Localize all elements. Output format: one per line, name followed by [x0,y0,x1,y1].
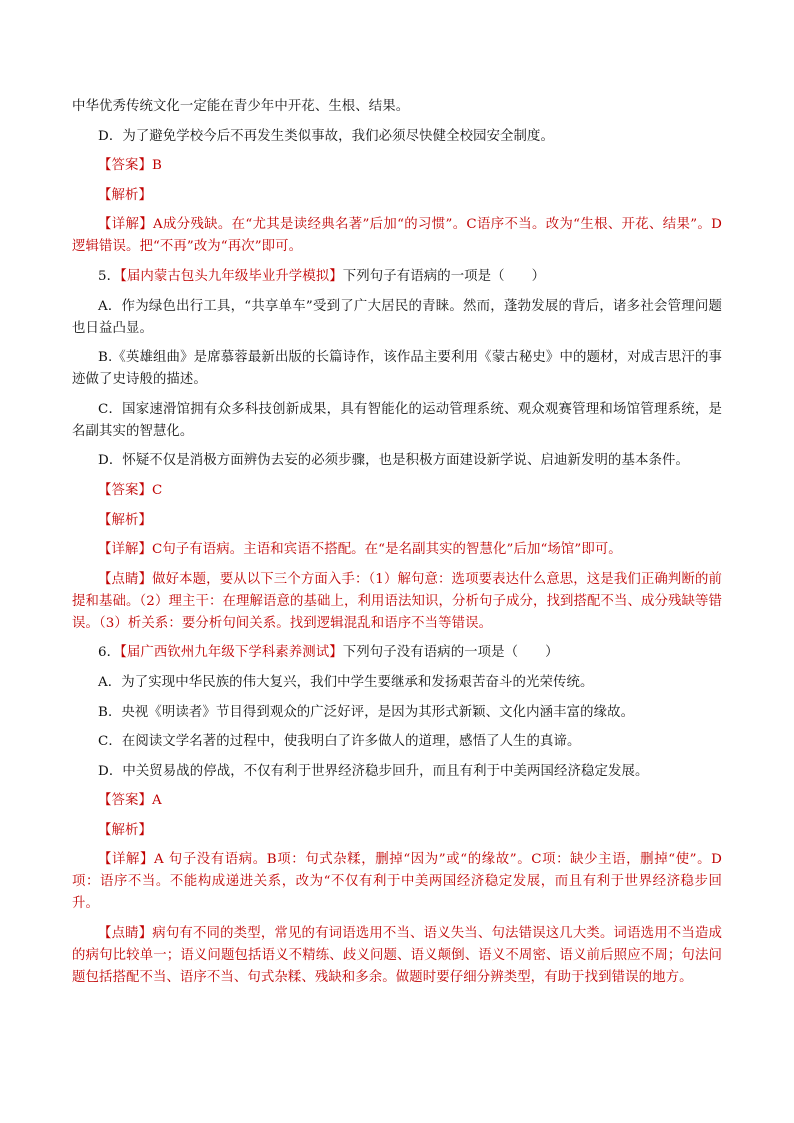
answer-tag: 【答案】 [98,482,152,498]
text-span: B.《英雄组曲》是席慕蓉最新出版的长篇诗作，该作品主要利用《蒙古秘史》中的题材，对成吉思汗的事迹做了史诗般的描述。 [72,350,722,388]
answer-tag: 【答案】 [98,158,152,174]
option-a [72,672,722,694]
text-span: D．中关贸易战的停战，不仅有利于世界经济稳步回升，而且有利于中美两国经济稳定发展。 [98,763,649,779]
tip-text: 做好本题，要从以下三个方面入手：（1）解句意：选项要表达什么意思，这是我们正确判断的前提和基础。（2）理主干：在理解语意的基础上，利用语法知识，分析句子成分，找到搭配不当、成分残缺等错误。（3）析关系：要分析句间关系。找到逻辑混乱和语序不当等错误。 [72,571,722,631]
analysis-line [72,510,722,532]
tip-tag: 【点睛】 [98,926,153,942]
option-a [72,296,722,340]
question-6 [72,642,722,664]
detail-line [72,539,722,561]
text-span: A．作为绿色出行工具，“共享单车”受到了广大居民的青睐。然而，蓬勃发展的背后，诸多社会管理问题也日益凸显。 [72,298,722,336]
analysis-line [72,185,722,207]
question-source: 【届广西钦州九年级下学科素养测试】 [120,645,343,661]
question-stem: 下列句子没有语病的一项是（ ） [342,645,559,661]
analysis-line [72,820,722,842]
answer-value: C [151,482,163,498]
option-b [72,347,722,391]
analysis-tag: 【解析】 [98,187,152,203]
option-d [72,126,722,148]
option-c [72,399,722,443]
analysis-tag: 【解析】 [98,512,152,528]
detail-line [72,849,722,915]
question-number: 6． [98,645,121,661]
answer-value: A [151,793,162,809]
detail-tag: 【详解】 [98,542,152,558]
analysis-tag: 【解析】 [98,822,152,838]
question-5 [72,266,722,288]
text-span: D．怀疑不仅是消极方面辨伪去妄的必须步骤，也是积极方面建设新学说、启迪新发明的基本条件。 [98,453,689,469]
detail-tag: 【详解】 [98,217,153,233]
answer-value: B [151,158,162,174]
detail-text: A成分残缺。在“尤其是读经典名著”后加“的习惯”。C语序不当。改为“生根、开花、结果”。D逻辑错误。把“不再”改为“再次”即可。 [72,217,722,255]
option-d [72,761,722,783]
text-span: C．在阅读文学名著的过程中，使我明白了许多做人的道理，感悟了人生的真谛。 [98,734,581,750]
text-span: C．国家速滑馆拥有众多科技创新成果，具有智能化的运动管理系统、观众观赛管理和场馆管理系统，是名副其实的智慧化。 [72,401,722,439]
tip-tag: 【点睛】 [98,571,153,587]
option-c [72,731,722,753]
text-span: B．央视《明读者》节目得到观众的广泛好评，是因为其形式新颖、文化内涵丰富的缘故。 [98,704,635,720]
text-line [72,96,722,118]
detail-text: A 句子没有语病。B项：句式杂糅，删掉“因为”或“的缘故”。C项：缺少主语，删掉“使”。D项：语序不当。不能构成递进关系，改为“不仅有利于中美两国经济稳定发展，而且有利于世界经济稳步回升。 [72,852,722,912]
question-source: 【届内蒙古包头九年级毕业升学模拟】 [120,268,343,284]
text-span: 中华优秀传统文化一定能在青少年中开花、生根、结果。 [72,99,410,114]
tip-line [72,923,722,989]
answer-line [72,480,722,502]
document-page [72,96,722,997]
text-span: D．为了避免学校今后不再发生类似事故，我们必须尽快健全校园安全制度。 [98,128,555,144]
tip-line [72,569,722,635]
answer-tag: 【答案】 [98,793,152,809]
answer-line [72,155,722,177]
detail-text: C句子有语病。主语和宾语不搭配。在“是名副其实的智慧化”后加“场馆”即可。 [151,542,622,558]
detail-tag: 【详解】 [98,852,155,868]
tip-text: 病句有不同的类型，常见的有词语选用不当、语义失当、句法错误这几大类。词语选用不当造成的病句比较单一；语义问题包括语义不精练、歧义问题、语义颠倒、语义不周密、语义前后照应不周；句法问题包括搭配不当、语序不当、句式杂糅、残缺和多余。做题时要仔细分辨类型，有助于找到错误的地方。 [72,926,723,986]
detail-line [72,214,722,258]
question-stem: 下列句子有语病的一项是（ ） [342,268,546,284]
option-b [72,702,722,724]
option-d [72,450,722,472]
question-number: 5． [98,268,121,284]
answer-line [72,790,722,812]
text-span: A．为了实现中华民族的伟大复兴，我们中学生要继承和发扬艰苦奋斗的光荣传统。 [98,674,594,690]
